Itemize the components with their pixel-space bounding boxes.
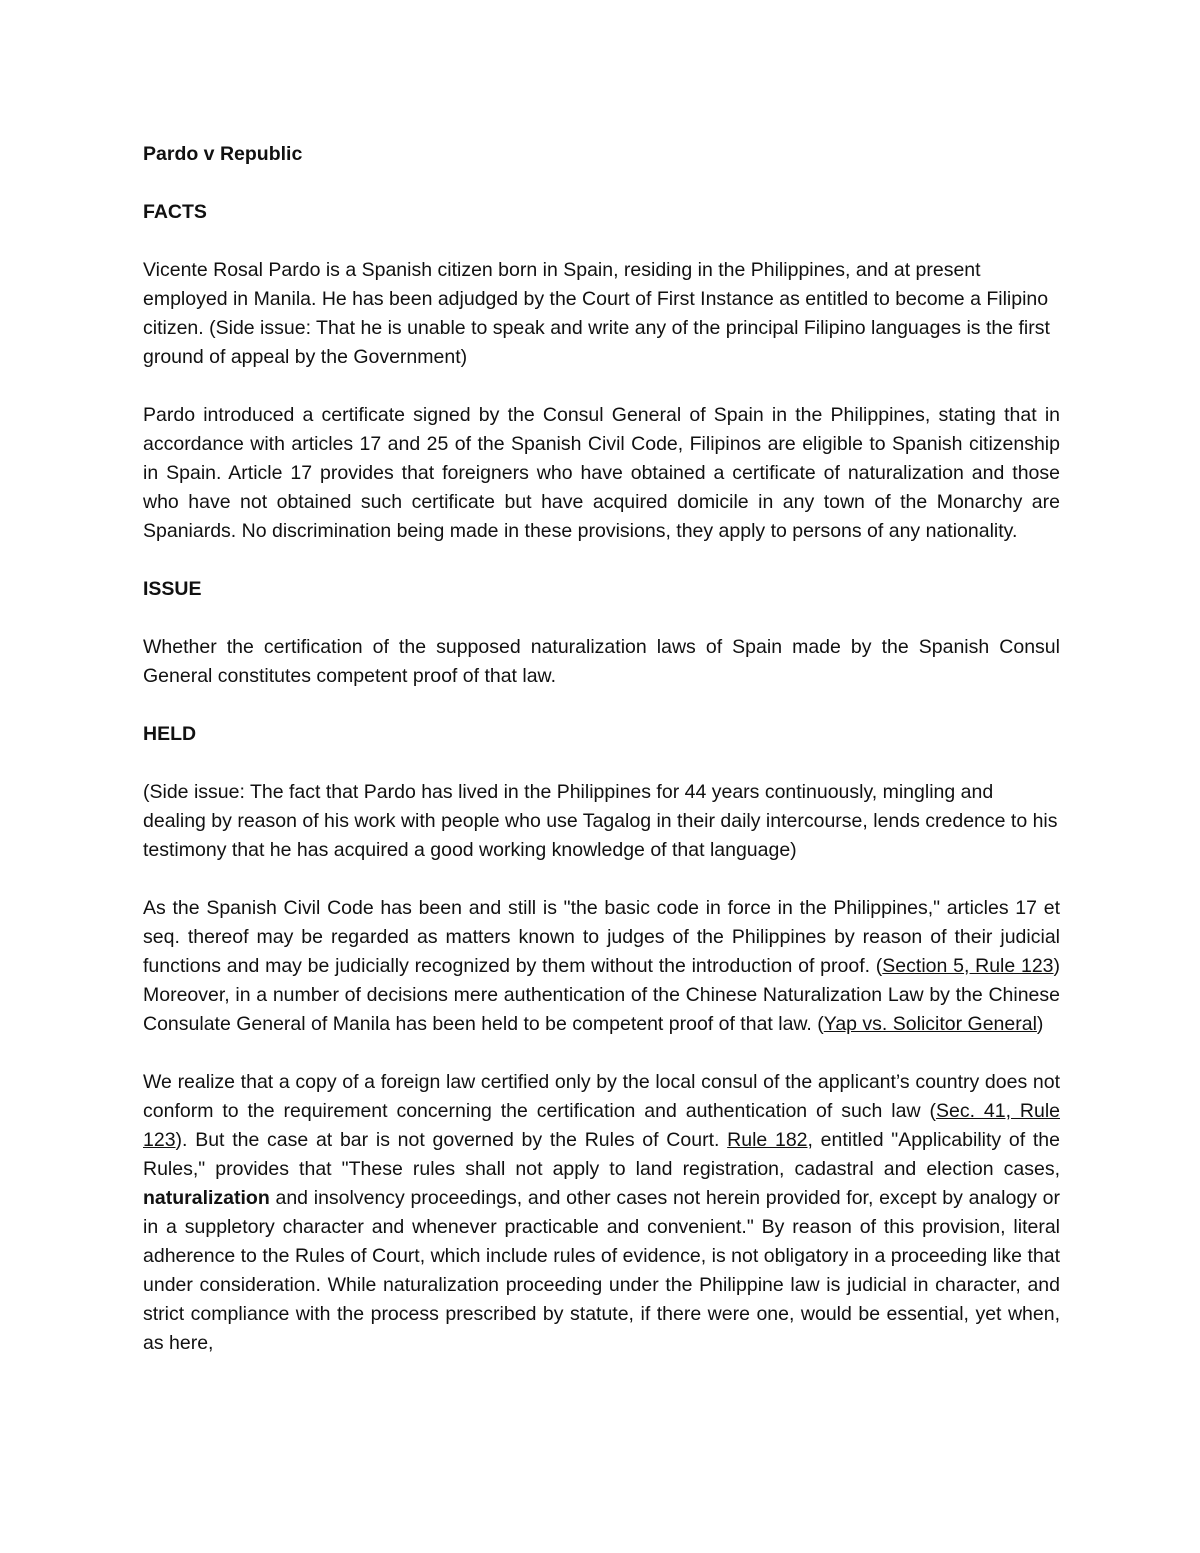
held-p3-text-2: ). But the case at bar is not governed by the Rules of Court. <box>175 1129 728 1151</box>
citation-sec-41-rule-123: Sec. 41, Rule 123 <box>143 1100 1060 1151</box>
held-paragraph-1: (Side issue: The fact that Pardo has lived in the Philippines for 44 years continuously, mingling and dealing by reason of his work with people who use Tagalog in their daily intercourse, lends credence to his testimony that he has acquired a good working knowledge of that language) <box>143 781 1058 861</box>
held-p3-text-4: and insolvency proceedings, and other cases not herein provided for, except by analogy or in a suppletory character and whenever practicable and convenient." By reason of this provision, literal adherence to the Rules of Court, which include rules of evidence, is not obligatory in a proceeding like that under consideration. While naturalization proceeding under the Philippine law is judicial in character, and strict compliance with the process prescribed by statute, if there were one, would be essential, yet when, as here, <box>143 1187 1060 1354</box>
document-page <box>143 140 1060 1358</box>
held-p2-text-1: As the Spanish Civil Code has been and still is "the basic code in force in the Philippines," articles 17 et seq. thereof may be regarded as matters known to judges of the Philippines by reason of their judicial functions and may be judicially recognized by them without the introduction of proof. ( <box>143 897 1060 977</box>
held-p2-text-2: ) Moreover, in a number of decisions mere authentication of the Chinese Naturalization Law by the Chinese Consulate General of Manila has been held to be competent proof of that law. ( <box>143 955 1061 1035</box>
held-paragraph-2 <box>143 894 1060 1039</box>
held-p3-text-3: , entitled "Applicability of the Rules," provides that "These rules shall not apply to land registration, cadastral and election cases, <box>143 1129 1060 1180</box>
document-title: Pardo v Republic <box>143 143 303 165</box>
facts-paragraph-1: Vicente Rosal Pardo is a Spanish citizen born in Spain, residing in the Philippines, and at present employed in Manila. He has been adjudged by the Court of First Instance as entitled to become a Filipino citizen. (Side issue: That he is unable to speak and write any of the principal Filipino languages is the first ground of appeal by the Government) <box>143 259 1050 368</box>
citation-yap-vs-solicitor-general: Yap vs. Solicitor General <box>823 1013 1037 1035</box>
issue-paragraph: Whether the certification of the supposed naturalization laws of Spain made by the Spanish Consul General constitutes competent proof of that law. <box>143 636 1060 687</box>
held-paragraph-3 <box>143 1068 1060 1358</box>
citation-rule-182: Rule 182 <box>727 1129 808 1151</box>
facts-paragraph-2: Pardo introduced a certificate signed by the Consul General of Spain in the Philippines, stating that in accordance with articles 17 and 25 of the Spanish Civil Code, Filipinos are eligible to Spanish citizenship in Spain. Article 17 provides that foreigners who have obtained a certificate of naturalization and those who have not obtained such certificate but have acquired domicile in any town of the Monarchy are Spaniards. No discrimination being made in these provisions, they apply to persons of any nationality. <box>143 404 1060 542</box>
citation-section-5-rule-123: Section 5, Rule 123 <box>882 955 1054 977</box>
held-heading: HELD <box>143 723 197 745</box>
emphasis-naturalization: naturalization <box>143 1187 270 1209</box>
held-p3-text-1: We realize that a copy of a foreign law certified only by the local consul of the applicant’s country does not conform to the requirement concerning the certification and authentication of such law ( <box>143 1071 1060 1122</box>
facts-heading: FACTS <box>143 201 207 223</box>
issue-heading: ISSUE <box>143 578 202 600</box>
held-p2-text-3: ) <box>1036 1013 1044 1035</box>
